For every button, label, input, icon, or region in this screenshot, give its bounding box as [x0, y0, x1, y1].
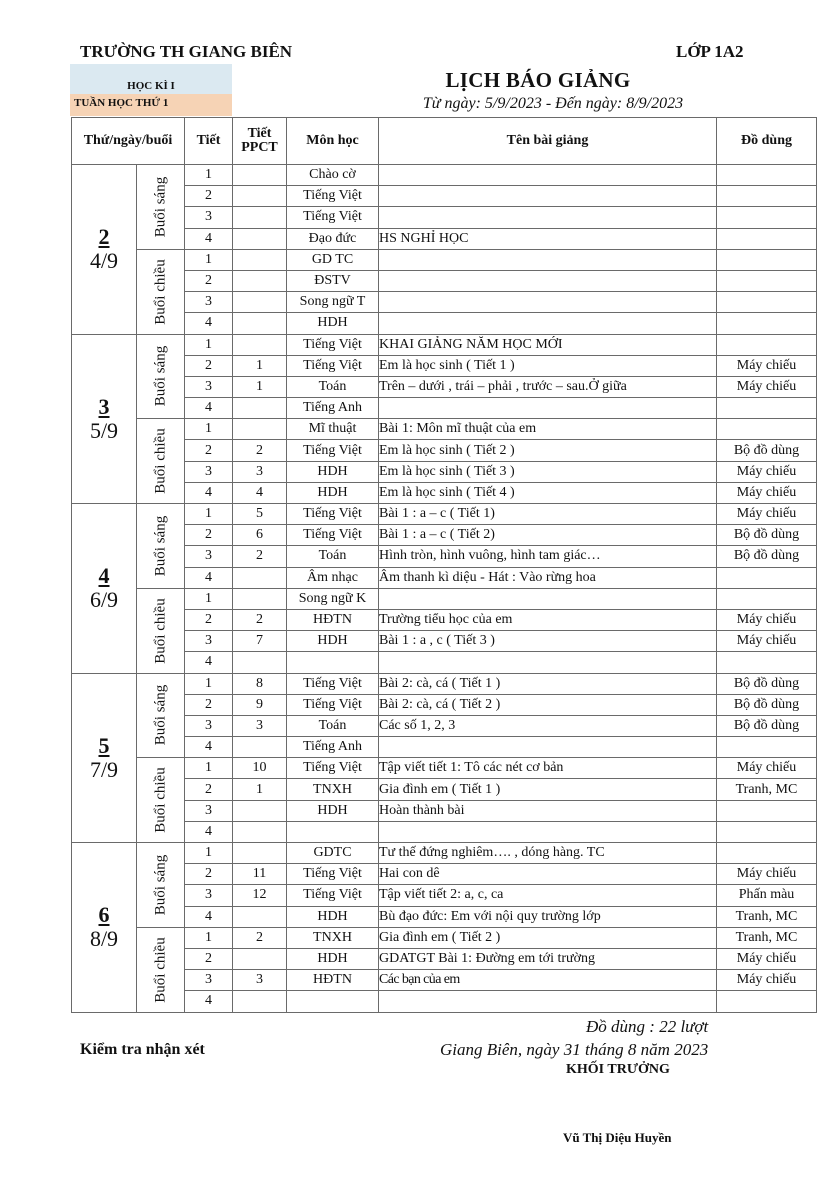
lesson-cell [379, 313, 717, 334]
tiet-cell: 2 [185, 440, 233, 461]
subject-cell: Tiếng Việt [287, 440, 379, 461]
tiet-cell: 2 [185, 355, 233, 376]
table-row [72, 419, 817, 440]
lesson-cell: Hoàn thành bài [379, 800, 717, 821]
subject-cell: ĐSTV [287, 270, 379, 291]
lesson-cell [379, 249, 717, 270]
ppct-cell [233, 991, 287, 1012]
lesson-cell [379, 398, 717, 419]
equipment-cell: Máy chiếu [717, 758, 817, 779]
tiet-cell: 4 [185, 398, 233, 419]
equipment-cell: Máy chiếu [717, 609, 817, 630]
tiet-cell: 2 [185, 525, 233, 546]
lesson-cell: Hình tròn, hình vuông, hình tam giác… [379, 546, 717, 567]
lesson-cell: GDATGT Bài 1: Đường em tới trường [379, 948, 717, 969]
day-date: 5/9 [89, 417, 119, 443]
date-range: Từ ngày: 5/9/2023 - Đến ngày: 8/9/2023 [422, 95, 684, 112]
week-box [70, 94, 232, 116]
session-cell [137, 504, 185, 589]
col-header-ppct-line2: PPCT [241, 140, 278, 155]
subject-cell: Tiếng Việt [287, 864, 379, 885]
ppct-cell: 3 [233, 970, 287, 991]
ppct-cell [233, 228, 287, 249]
tiet-cell: 3 [185, 546, 233, 567]
check-label: Kiểm tra nhận xét [80, 1041, 205, 1058]
ppct-cell [233, 843, 287, 864]
table-row [72, 588, 817, 609]
ppct-cell: 3 [233, 715, 287, 736]
equipment-cell [717, 313, 817, 334]
tiet-cell: 3 [185, 207, 233, 228]
term-box [70, 64, 232, 94]
equipment-cell [717, 186, 817, 207]
tiet-cell: 2 [185, 609, 233, 630]
subject-cell: Tiếng Việt [287, 673, 379, 694]
lesson-cell [379, 991, 717, 1012]
col-header-ppct [233, 118, 287, 165]
session-label: Buổi sáng [152, 854, 168, 916]
session-label: Buổi chiều [152, 428, 168, 494]
table-row [72, 843, 817, 864]
lesson-cell: Trên – dưới , trái – phải , trước – sau.Ở giữa [379, 376, 717, 397]
ppct-cell [233, 737, 287, 758]
subject-cell: HDH [287, 313, 379, 334]
lesson-cell: Gia đình em ( Tiết 1 ) [379, 779, 717, 800]
subject-cell: HDH [287, 461, 379, 482]
equipment-cell [717, 800, 817, 821]
place-date: Giang Biên, ngày 31 tháng 8 năm 2023 [440, 1040, 709, 1059]
schedule-body [72, 165, 817, 1013]
subject-cell: Âm nhạc [287, 567, 379, 588]
lesson-cell: Bài 2: cà, cá ( Tiết 1 ) [379, 673, 717, 694]
session-cell [137, 419, 185, 504]
lesson-cell: Hai con dê [379, 864, 717, 885]
equipment-cell [717, 843, 817, 864]
subject-cell: HDH [287, 800, 379, 821]
lesson-cell [379, 186, 717, 207]
table-row [72, 673, 817, 694]
equipment-cell: Tranh, MC [717, 779, 817, 800]
ppct-cell [233, 419, 287, 440]
lesson-cell: Bài 1 : a – c ( Tiết 2) [379, 525, 717, 546]
day-cell [72, 165, 137, 335]
equipment-cell: Máy chiếu [717, 461, 817, 482]
ppct-cell [233, 207, 287, 228]
tiet-cell: 2 [185, 186, 233, 207]
lesson-cell: Em là học sinh ( Tiết 1 ) [379, 355, 717, 376]
equipment-cell: Máy chiếu [717, 504, 817, 525]
equipment-cell: Bộ đồ dùng [717, 715, 817, 736]
tiet-cell: 2 [185, 779, 233, 800]
lesson-cell [379, 737, 717, 758]
subject-cell: Tiếng Việt [287, 504, 379, 525]
tiet-cell: 1 [185, 504, 233, 525]
lesson-cell: Tập viết tiết 2: a, c, ca [379, 885, 717, 906]
subject-cell: Song ngữ K [287, 588, 379, 609]
subject-cell: HDH [287, 948, 379, 969]
subject-cell: TNXH [287, 779, 379, 800]
col-header-ppct-line1: Tiết [247, 126, 272, 141]
term-label: HỌC KÌ I [127, 80, 175, 92]
session-cell [137, 249, 185, 334]
subject-cell: Song ngữ T [287, 292, 379, 313]
session-label: Buổi chiều [152, 936, 168, 1003]
ppct-cell [233, 398, 287, 419]
session-cell [137, 927, 185, 1012]
lesson-cell: Trường tiểu học của em [379, 609, 717, 630]
tiet-cell: 2 [185, 864, 233, 885]
subject-cell: Toán [287, 546, 379, 567]
tiet-cell: 4 [185, 821, 233, 842]
tiet-cell: 2 [185, 948, 233, 969]
col-header-equipment: Đồ dùng [717, 118, 817, 165]
equipment-cell: Tranh, MC [717, 927, 817, 948]
equipment-cell [717, 991, 817, 1012]
session-cell [137, 673, 185, 758]
tiet-cell: 3 [185, 292, 233, 313]
equipment-cell: Bộ đồ dùng [717, 525, 817, 546]
equipment-cell: Bộ đồ dùng [717, 546, 817, 567]
tiet-cell: 1 [185, 673, 233, 694]
equipment-cell [717, 165, 817, 186]
ppct-cell: 8 [233, 673, 287, 694]
ppct-cell: 1 [233, 355, 287, 376]
equipment-cell [717, 292, 817, 313]
subject-cell: Tiếng Việt [287, 186, 379, 207]
tiet-cell: 3 [185, 970, 233, 991]
lesson-cell: Bài 2: cà, cá ( Tiết 2 ) [379, 694, 717, 715]
ppct-cell [233, 652, 287, 673]
subject-cell: Tiếng Việt [287, 355, 379, 376]
day-date: 6/9 [89, 587, 119, 613]
equipment-cell [717, 249, 817, 270]
tiet-cell: 4 [185, 228, 233, 249]
equipment-cell [717, 652, 817, 673]
equipment-cell: Bộ đồ dùng [717, 694, 817, 715]
equipment-cell [717, 270, 817, 291]
tiet-cell: 3 [185, 376, 233, 397]
equipment-total: Đồ dùng : 22 lượt [586, 1017, 709, 1036]
lesson-cell [379, 207, 717, 228]
equipment-cell: Máy chiếu [717, 970, 817, 991]
equipment-cell: Máy chiếu [717, 864, 817, 885]
ppct-cell [233, 334, 287, 355]
session-cell [137, 165, 185, 250]
subject-cell: HDH [287, 906, 379, 927]
tiet-cell: 3 [185, 715, 233, 736]
tiet-cell: 4 [185, 906, 233, 927]
ppct-cell: 2 [233, 609, 287, 630]
subject-cell: GD TC [287, 249, 379, 270]
ppct-cell [233, 906, 287, 927]
class-name: LỚP 1A2 [676, 42, 744, 61]
tiet-cell: 1 [185, 588, 233, 609]
lesson-cell [379, 588, 717, 609]
equipment-cell: Máy chiếu [717, 376, 817, 397]
ppct-cell [233, 186, 287, 207]
ppct-cell: 5 [233, 504, 287, 525]
equipment-cell [717, 567, 817, 588]
day-number: 3 [98, 393, 110, 419]
lesson-cell: Bài 1 : a , c ( Tiết 3 ) [379, 631, 717, 652]
lesson-cell [379, 270, 717, 291]
lesson-cell: Gia đình em ( Tiết 2 ) [379, 927, 717, 948]
ppct-cell [233, 948, 287, 969]
lesson-cell [379, 165, 717, 186]
session-label: Buổi sáng [152, 685, 168, 746]
equipment-cell: Máy chiếu [717, 948, 817, 969]
day-date: 7/9 [89, 756, 119, 782]
session-label: Buổi sáng [152, 515, 168, 577]
ppct-cell: 4 [233, 482, 287, 503]
tiet-cell: 3 [185, 461, 233, 482]
lesson-cell: Tập viết tiết 1: Tô các nét cơ bản [379, 758, 717, 779]
tiet-cell: 4 [185, 991, 233, 1012]
subject-cell: Tiếng Việt [287, 885, 379, 906]
ppct-cell: 2 [233, 927, 287, 948]
ppct-cell [233, 270, 287, 291]
tiet-cell: 1 [185, 334, 233, 355]
ppct-cell [233, 567, 287, 588]
session-label: Buổi chiều [152, 767, 168, 833]
tiet-cell: 3 [185, 800, 233, 821]
tiet-cell: 4 [185, 482, 233, 503]
tiet-cell: 2 [185, 694, 233, 715]
ppct-cell: 7 [233, 631, 287, 652]
day-cell [72, 843, 137, 1013]
equipment-cell [717, 334, 817, 355]
lesson-cell: HS NGHỈ HỌC [379, 228, 717, 249]
tiet-cell: 1 [185, 165, 233, 186]
day-cell [72, 673, 137, 843]
equipment-cell [717, 419, 817, 440]
lesson-cell: Bài 1: Môn mĩ thuật của em [379, 419, 717, 440]
session-label: Buổi sáng [152, 176, 168, 238]
tiet-cell: 1 [185, 419, 233, 440]
tiet-cell: 4 [185, 737, 233, 758]
tiet-cell: 1 [185, 927, 233, 948]
ppct-cell [233, 821, 287, 842]
lesson-cell: Tư thế đứng nghiêm…. , dóng hàng. TC [379, 843, 717, 864]
equipment-cell [717, 588, 817, 609]
lesson-cell: Em là học sinh ( Tiết 3 ) [379, 461, 717, 482]
ppct-cell [233, 165, 287, 186]
subject-cell: Tiếng Anh [287, 398, 379, 419]
subject-cell: Tiếng Việt [287, 207, 379, 228]
lesson-cell [379, 652, 717, 673]
ppct-cell: 3 [233, 461, 287, 482]
lesson-cell: KHAI GIẢNG NĂM HỌC MỚI [379, 334, 717, 355]
equipment-cell [717, 207, 817, 228]
subject-cell: Tiếng Việt [287, 334, 379, 355]
session-label: Buổi chiều [152, 258, 168, 325]
subject-cell: Tiếng Anh [287, 737, 379, 758]
table-header-row [72, 118, 817, 165]
lesson-cell: Em là học sinh ( Tiết 4 ) [379, 482, 717, 503]
subject-cell: Toán [287, 376, 379, 397]
ppct-cell: 2 [233, 546, 287, 567]
day-date: 4/9 [89, 248, 119, 274]
lesson-cell [379, 821, 717, 842]
subject-cell [287, 821, 379, 842]
equipment-cell: Tranh, MC [717, 906, 817, 927]
subject-cell [287, 991, 379, 1012]
equipment-cell: Bộ đồ dùng [717, 673, 817, 694]
lesson-cell: Bù đạo đức: Em với nội quy trường lớp [379, 906, 717, 927]
tiet-cell: 1 [185, 843, 233, 864]
equipment-cell: Phấn màu [717, 885, 817, 906]
table-row [72, 504, 817, 525]
day-number: 6 [98, 902, 110, 928]
table-row [72, 927, 817, 948]
tiet-cell: 4 [185, 567, 233, 588]
ppct-cell [233, 588, 287, 609]
table-row [72, 758, 817, 779]
day-cell [72, 334, 137, 504]
subject-cell: HĐTN [287, 970, 379, 991]
session-cell [137, 588, 185, 673]
tiet-cell: 4 [185, 652, 233, 673]
tiet-cell: 4 [185, 313, 233, 334]
subject-cell: Chào cờ [287, 165, 379, 186]
table-row [72, 334, 817, 355]
ppct-cell: 1 [233, 376, 287, 397]
subject-cell: Tiếng Việt [287, 525, 379, 546]
ppct-cell: 2 [233, 440, 287, 461]
ppct-cell: 12 [233, 885, 287, 906]
subject-cell: Tiếng Việt [287, 758, 379, 779]
equipment-cell [717, 398, 817, 419]
day-number: 2 [98, 224, 110, 250]
ppct-cell: 9 [233, 694, 287, 715]
table-row [72, 249, 817, 270]
col-header-subject: Môn học [287, 118, 379, 165]
day-number: 4 [98, 563, 110, 589]
lesson-cell: Bài 1 : a – c ( Tiết 1) [379, 504, 717, 525]
equipment-cell [717, 737, 817, 758]
tiet-cell: 2 [185, 270, 233, 291]
equipment-cell [717, 821, 817, 842]
day-cell [72, 504, 137, 674]
lesson-cell [379, 292, 717, 313]
subject-cell: Toán [287, 715, 379, 736]
subject-cell: HDH [287, 631, 379, 652]
subject-cell: Mĩ thuật [287, 419, 379, 440]
subject-cell: Đạo đức [287, 228, 379, 249]
tiet-cell: 3 [185, 885, 233, 906]
lesson-cell: Em là học sinh ( Tiết 2 ) [379, 440, 717, 461]
equipment-cell: Bộ đồ dùng [717, 440, 817, 461]
day-date: 8/9 [89, 926, 119, 952]
ppct-cell: 6 [233, 525, 287, 546]
session-label: Buổi chiều [152, 597, 168, 664]
ppct-cell: 11 [233, 864, 287, 885]
equipment-cell: Máy chiếu [717, 355, 817, 376]
lesson-cell: Các số 1, 2, 3 [379, 715, 717, 736]
head-title: KHỐI TRƯỞNG [566, 1062, 670, 1077]
subject-cell: TNXH [287, 927, 379, 948]
tiet-cell: 3 [185, 631, 233, 652]
ppct-cell [233, 800, 287, 821]
ppct-cell: 1 [233, 779, 287, 800]
equipment-cell [717, 228, 817, 249]
signer-name: Vũ Thị Diệu Huyền [563, 1130, 672, 1145]
subject-cell: HDH [287, 482, 379, 503]
tiet-cell: 1 [185, 758, 233, 779]
schedule-table [71, 117, 817, 1013]
session-cell [137, 843, 185, 928]
tiet-cell: 1 [185, 249, 233, 270]
subject-cell: Tiếng Việt [287, 694, 379, 715]
col-header-day-session: Thứ/ngày/buổi [72, 118, 185, 165]
ppct-cell [233, 313, 287, 334]
table-row [72, 165, 817, 186]
subject-cell: GDTC [287, 843, 379, 864]
lesson-cell: Âm thanh kì diệu - Hát : Vào rừng hoa [379, 567, 717, 588]
page-title: LỊCH BÁO GIẢNG [445, 68, 631, 92]
school-name: TRƯỜNG TH GIANG BIÊN [80, 42, 293, 61]
subject-cell: HĐTN [287, 609, 379, 630]
week-label: TUẦN HỌC THỨ 1 [74, 97, 169, 109]
equipment-cell: Máy chiếu [717, 482, 817, 503]
col-header-tiet: Tiết [185, 118, 233, 165]
session-cell [137, 758, 185, 843]
ppct-cell [233, 292, 287, 313]
col-header-lesson: Tên bài giảng [379, 118, 717, 165]
subject-cell [287, 652, 379, 673]
lesson-cell: Các bạn của em [379, 970, 717, 991]
equipment-cell: Máy chiếu [717, 631, 817, 652]
day-number: 5 [98, 732, 110, 758]
session-label: Buổi sáng [152, 346, 168, 407]
session-cell [137, 334, 185, 419]
ppct-cell [233, 249, 287, 270]
ppct-cell: 10 [233, 758, 287, 779]
